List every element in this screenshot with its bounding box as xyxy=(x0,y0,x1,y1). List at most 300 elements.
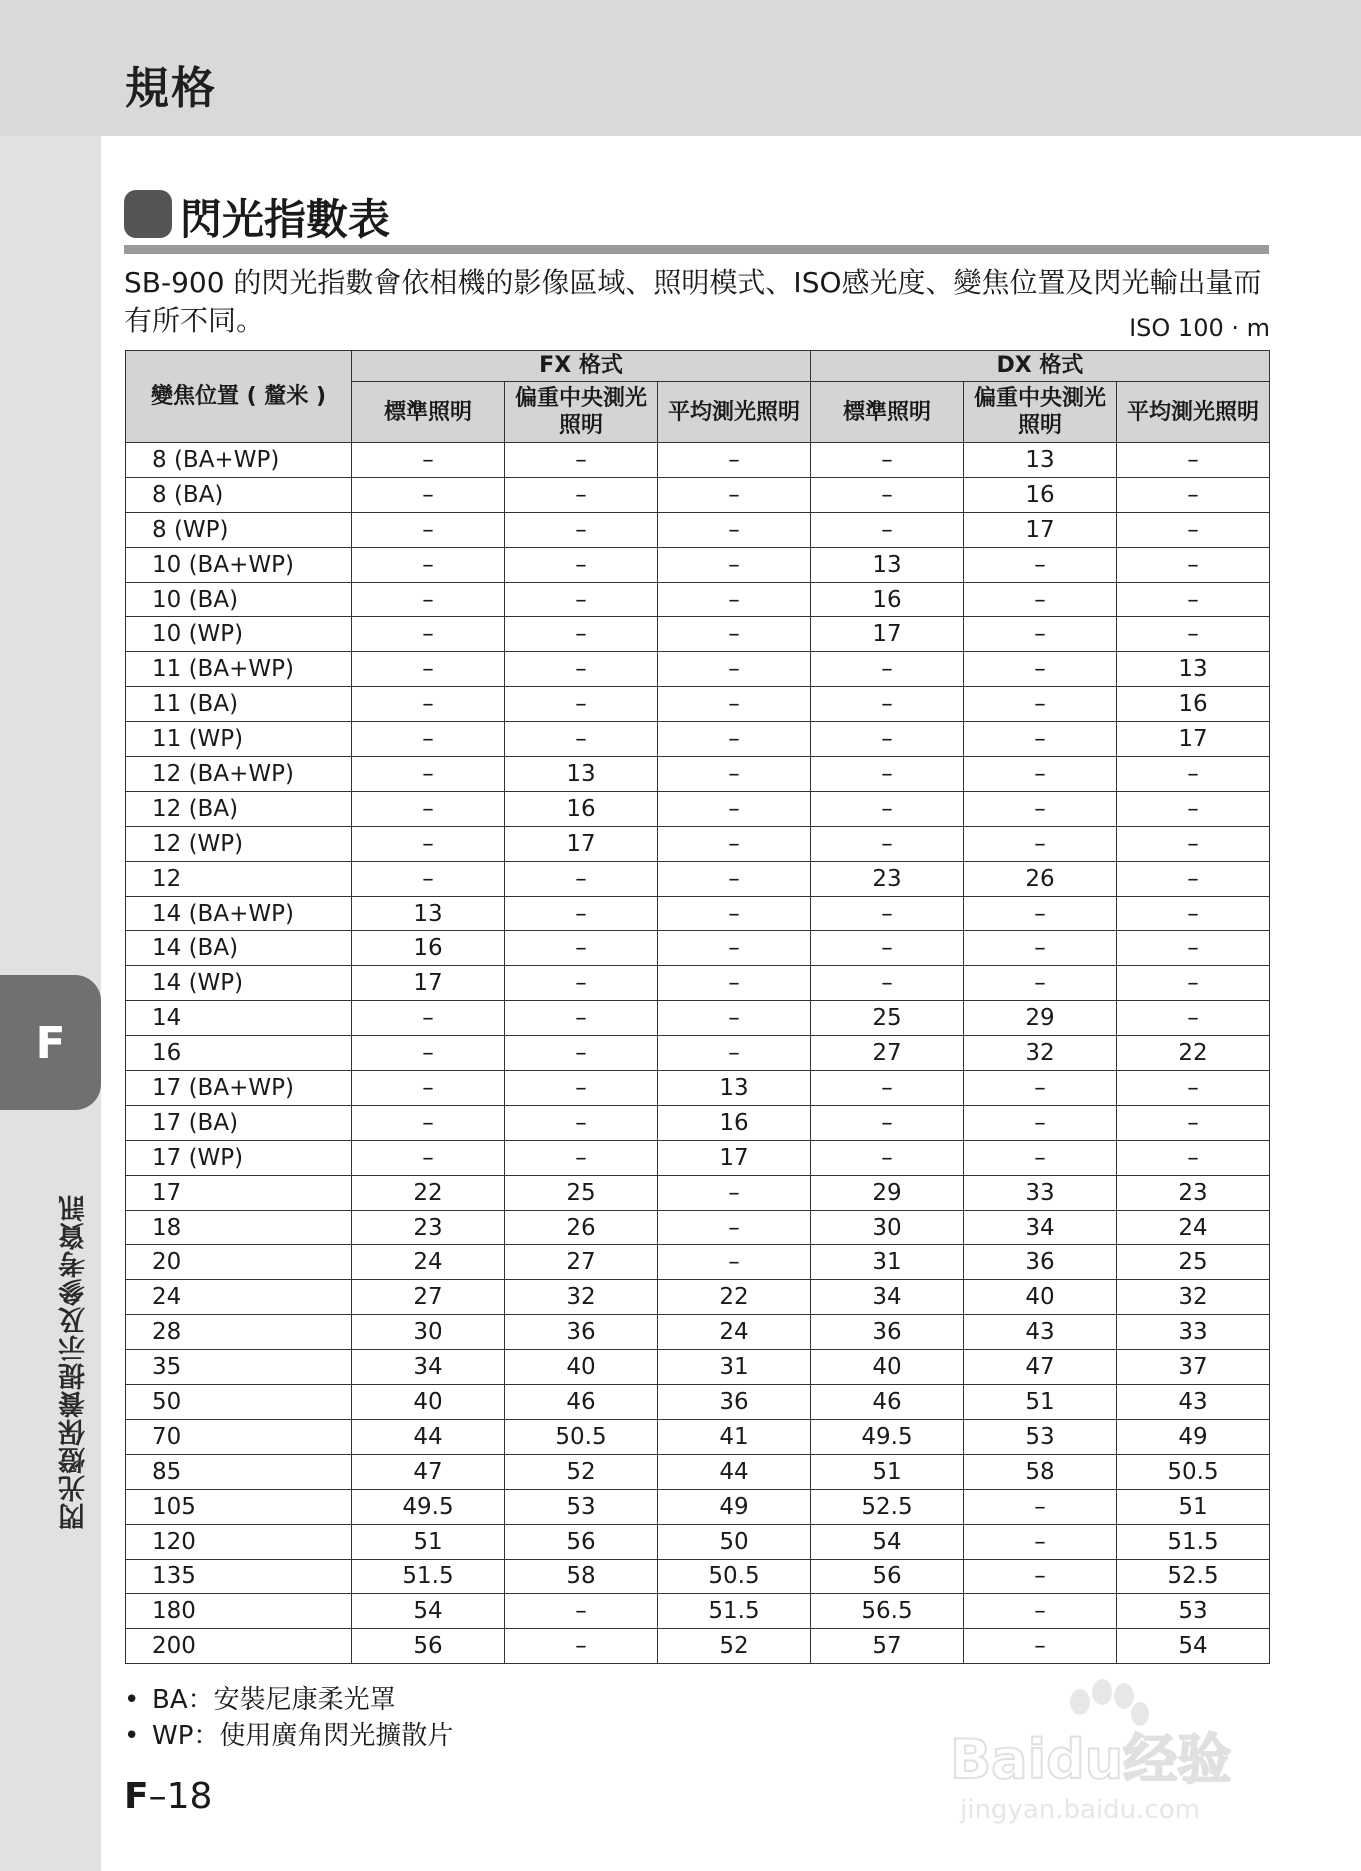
table-row xyxy=(126,896,1270,931)
table-row xyxy=(126,1629,1270,1664)
guide-number-cell: – xyxy=(964,966,1117,1001)
fx-format-header: FX 格式 xyxy=(352,351,811,382)
guide-number-cell: 41 xyxy=(658,1419,811,1454)
guide-number-cell: – xyxy=(1117,547,1270,582)
guide-number-cell: 44 xyxy=(658,1454,811,1489)
guide-number-cell: 50 xyxy=(658,1524,811,1559)
table-row xyxy=(126,1419,1270,1454)
guide-number-cell: – xyxy=(811,757,964,792)
zoom-cell: 8 (BA+WP) xyxy=(126,443,352,478)
fx-standard-header: 標準照明 xyxy=(352,382,505,443)
guide-number-cell: 17 xyxy=(658,1140,811,1175)
guide-number-cell: – xyxy=(352,443,505,478)
guide-number-cell: – xyxy=(658,931,811,966)
zoom-cell: 10 (WP) xyxy=(126,617,352,652)
table-row xyxy=(126,617,1270,652)
guide-number-cell: 16 xyxy=(352,931,505,966)
guide-number-cell: 47 xyxy=(352,1454,505,1489)
bullet-icon: • xyxy=(124,1685,140,1715)
guide-number-cell: – xyxy=(811,477,964,512)
table-row xyxy=(126,1071,1270,1106)
guide-number-cell: – xyxy=(658,722,811,757)
guide-number-cell: 51.5 xyxy=(658,1594,811,1629)
guide-number-cell: 22 xyxy=(658,1280,811,1315)
zoom-cell: 35 xyxy=(126,1350,352,1385)
guide-number-cell: – xyxy=(505,1105,658,1140)
guide-number-cell: – xyxy=(505,722,658,757)
guide-number-cell: 52 xyxy=(505,1454,658,1489)
zoom-cell: 12 (WP) xyxy=(126,826,352,861)
guide-number-cell: – xyxy=(505,1594,658,1629)
guide-number-cell: – xyxy=(505,1071,658,1106)
guide-number-cell: 40 xyxy=(811,1350,964,1385)
guide-number-cell: – xyxy=(505,477,658,512)
guide-number-cell: 27 xyxy=(505,1245,658,1280)
guide-number-cell: 54 xyxy=(1117,1629,1270,1664)
table-row xyxy=(126,652,1270,687)
guide-number-cell: 52 xyxy=(658,1629,811,1664)
guide-number-cell: – xyxy=(964,1629,1117,1664)
table-row xyxy=(126,547,1270,582)
table-row xyxy=(126,1350,1270,1385)
guide-number-cell: 46 xyxy=(811,1385,964,1420)
table-row xyxy=(126,1175,1270,1210)
table-row xyxy=(126,1524,1270,1559)
guide-number-cell: 13 xyxy=(1117,652,1270,687)
guide-number-cell: 13 xyxy=(811,547,964,582)
guide-number-cell: – xyxy=(811,687,964,722)
guide-number-cell: 53 xyxy=(505,1489,658,1524)
footnote-ba: BA：安裝尼康柔光罩 xyxy=(152,1685,396,1715)
table-row xyxy=(126,1245,1270,1280)
guide-number-cell: 24 xyxy=(1117,1210,1270,1245)
guide-number-cell: – xyxy=(505,617,658,652)
guide-number-cell: – xyxy=(964,582,1117,617)
guide-number-cell: – xyxy=(1117,582,1270,617)
footnote-item xyxy=(124,1682,453,1718)
guide-number-cell: – xyxy=(352,1105,505,1140)
guide-number-cell: – xyxy=(964,1524,1117,1559)
guide-number-cell: – xyxy=(811,826,964,861)
guide-number-cell: 34 xyxy=(811,1280,964,1315)
guide-number-cell: – xyxy=(505,443,658,478)
guide-number-cell: – xyxy=(658,1245,811,1280)
zoom-cell: 17 (WP) xyxy=(126,1140,352,1175)
guide-number-cell: – xyxy=(1117,512,1270,547)
guide-number-cell: 34 xyxy=(964,1210,1117,1245)
guide-number-cell: – xyxy=(1117,861,1270,896)
guide-number-cell: – xyxy=(658,1001,811,1036)
page-number-value: –18 xyxy=(148,1776,213,1817)
table-row xyxy=(126,1210,1270,1245)
guide-number-cell: 33 xyxy=(1117,1315,1270,1350)
guide-number-cell: – xyxy=(964,1105,1117,1140)
guide-number-cell: 54 xyxy=(811,1524,964,1559)
guide-number-cell: 36 xyxy=(964,1245,1117,1280)
guide-number-cell: – xyxy=(658,512,811,547)
zoom-cell: 17 (BA) xyxy=(126,1105,352,1140)
guide-number-cell: 58 xyxy=(964,1454,1117,1489)
guide-number-cell: 13 xyxy=(658,1071,811,1106)
fx-center-weighted-header: 偏重中央測光照明 xyxy=(505,382,658,443)
guide-number-cell: 40 xyxy=(352,1385,505,1420)
guide-number-cell: – xyxy=(658,547,811,582)
guide-number-cell: 47 xyxy=(964,1350,1117,1385)
guide-number-cell: 50.5 xyxy=(1117,1454,1270,1489)
guide-number-cell: 51 xyxy=(811,1454,964,1489)
zoom-cell: 120 xyxy=(126,1524,352,1559)
table-row xyxy=(126,966,1270,1001)
guide-number-cell: 51 xyxy=(352,1524,505,1559)
guide-number-cell: 16 xyxy=(964,477,1117,512)
guide-number-cell: – xyxy=(1117,791,1270,826)
guide-number-cell: – xyxy=(658,1210,811,1245)
guide-number-cell: – xyxy=(505,582,658,617)
guide-number-cell: – xyxy=(811,931,964,966)
guide-number-cell: – xyxy=(352,582,505,617)
guide-number-cell: – xyxy=(1117,1140,1270,1175)
guide-number-cell: 44 xyxy=(352,1419,505,1454)
guide-number-cell: 24 xyxy=(352,1245,505,1280)
guide-number-cell: – xyxy=(964,687,1117,722)
guide-number-cell: 22 xyxy=(352,1175,505,1210)
zoom-cell: 85 xyxy=(126,1454,352,1489)
guide-number-cell: – xyxy=(1117,931,1270,966)
guide-number-cell: 56 xyxy=(352,1629,505,1664)
zoom-cell: 18 xyxy=(126,1210,352,1245)
table-row xyxy=(126,931,1270,966)
guide-number-cell: – xyxy=(811,1105,964,1140)
guide-number-cell: 17 xyxy=(352,966,505,1001)
guide-number-cell: 33 xyxy=(964,1175,1117,1210)
zoom-cell: 28 xyxy=(126,1315,352,1350)
zoom-cell: 10 (BA) xyxy=(126,582,352,617)
table-row xyxy=(126,687,1270,722)
guide-number-cell: 30 xyxy=(811,1210,964,1245)
guide-number-cell: 26 xyxy=(964,861,1117,896)
guide-number-cell: – xyxy=(964,1071,1117,1106)
guide-number-cell: 16 xyxy=(658,1105,811,1140)
section-bullet-icon xyxy=(124,190,172,238)
table-row xyxy=(126,1140,1270,1175)
zoom-cell: 17 xyxy=(126,1175,352,1210)
guide-number-cell: – xyxy=(1117,826,1270,861)
guide-number-cell: 23 xyxy=(352,1210,505,1245)
guide-number-cell: 43 xyxy=(1117,1385,1270,1420)
table-row xyxy=(126,861,1270,896)
guide-number-cell: 24 xyxy=(658,1315,811,1350)
guide-number-cell: 23 xyxy=(811,861,964,896)
guide-number-cell: – xyxy=(1117,477,1270,512)
guide-number-cell: 49 xyxy=(658,1489,811,1524)
guide-number-cell: – xyxy=(658,477,811,512)
guide-number-cell: 36 xyxy=(505,1315,658,1350)
guide-number-cell: – xyxy=(658,791,811,826)
guide-number-cell: – xyxy=(658,861,811,896)
dx-format-header: DX 格式 xyxy=(811,351,1270,382)
unit-note: ISO 100 · m xyxy=(1129,314,1270,342)
guide-number-cell: 16 xyxy=(505,791,658,826)
dx-even-header: 平均測光照明 xyxy=(1117,382,1270,443)
guide-number-cell: – xyxy=(352,617,505,652)
zoom-cell: 105 xyxy=(126,1489,352,1524)
zoom-cell: 16 xyxy=(126,1036,352,1071)
guide-number-cell: – xyxy=(1117,443,1270,478)
guide-number-cell: – xyxy=(811,1071,964,1106)
guide-number-cell: – xyxy=(658,1175,811,1210)
guide-number-cell: – xyxy=(352,1001,505,1036)
guide-number-cell: – xyxy=(658,757,811,792)
table-row xyxy=(126,1385,1270,1420)
guide-number-cell: – xyxy=(964,1559,1117,1594)
guide-number-cell: – xyxy=(352,757,505,792)
page-number xyxy=(124,1776,212,1817)
page-title: 規格 xyxy=(125,63,217,114)
zoom-cell: 135 xyxy=(126,1559,352,1594)
dx-center-weighted-header: 偏重中央測光照明 xyxy=(964,382,1117,443)
guide-number-cell: 54 xyxy=(352,1594,505,1629)
table-row xyxy=(126,1105,1270,1140)
guide-number-cell: 16 xyxy=(811,582,964,617)
zoom-cell: 11 (WP) xyxy=(126,722,352,757)
guide-number-cell: 27 xyxy=(811,1036,964,1071)
table-row xyxy=(126,1594,1270,1629)
guide-number-cell: – xyxy=(505,1036,658,1071)
page-letter: F xyxy=(124,1776,149,1817)
guide-number-cell: – xyxy=(1117,1071,1270,1106)
guide-number-cell: 17 xyxy=(811,617,964,652)
guide-number-cell: – xyxy=(1117,896,1270,931)
table-row xyxy=(126,826,1270,861)
table-row xyxy=(126,1036,1270,1071)
guide-number-cell: – xyxy=(811,443,964,478)
guide-number-cell: – xyxy=(964,931,1117,966)
guide-number-cell: – xyxy=(658,896,811,931)
guide-number-cell: – xyxy=(505,1629,658,1664)
guide-number-cell: 51.5 xyxy=(1117,1524,1270,1559)
guide-number-cell: 49 xyxy=(1117,1419,1270,1454)
watermark-brand: Baidu经验 xyxy=(950,1728,1232,1791)
guide-number-cell: 43 xyxy=(964,1315,1117,1350)
zoom-cell: 10 (BA+WP) xyxy=(126,547,352,582)
table-row xyxy=(126,582,1270,617)
guide-number-cell: 40 xyxy=(505,1350,658,1385)
guide-number-cell: – xyxy=(505,652,658,687)
zoom-cell: 8 (BA) xyxy=(126,477,352,512)
zoom-cell: 11 (BA+WP) xyxy=(126,652,352,687)
guide-number-table-body xyxy=(126,443,1270,1664)
watermark-url: jingyan.baidu.com xyxy=(960,1795,1200,1825)
zoom-cell: 70 xyxy=(126,1419,352,1454)
guide-number-cell: 17 xyxy=(964,512,1117,547)
guide-number-cell: – xyxy=(1117,966,1270,1001)
guide-number-cell: 34 xyxy=(352,1350,505,1385)
guide-number-cell: – xyxy=(352,791,505,826)
zoom-cell: 200 xyxy=(126,1629,352,1664)
guide-number-cell: 53 xyxy=(964,1419,1117,1454)
fx-even-header: 平均測光照明 xyxy=(658,382,811,443)
guide-number-cell: – xyxy=(505,931,658,966)
zoom-cell: 8 (WP) xyxy=(126,512,352,547)
chapter-tab-letter: F xyxy=(35,1018,66,1069)
guide-number-cell: 46 xyxy=(505,1385,658,1420)
guide-number-cell: 25 xyxy=(1117,1245,1270,1280)
guide-number-cell: – xyxy=(352,1036,505,1071)
guide-number-cell: – xyxy=(811,512,964,547)
guide-number-cell: 37 xyxy=(1117,1350,1270,1385)
zoom-cell: 14 (BA) xyxy=(126,931,352,966)
guide-number-cell: 56.5 xyxy=(811,1594,964,1629)
guide-number-cell: 49.5 xyxy=(811,1419,964,1454)
table-row xyxy=(126,1454,1270,1489)
zoom-cell: 24 xyxy=(126,1280,352,1315)
guide-number-cell: 16 xyxy=(1117,687,1270,722)
guide-number-cell: 40 xyxy=(964,1280,1117,1315)
guide-number-cell: – xyxy=(352,1140,505,1175)
guide-number-cell: 17 xyxy=(1117,722,1270,757)
guide-number-cell: – xyxy=(352,512,505,547)
guide-number-cell: – xyxy=(964,617,1117,652)
bullet-icon: • xyxy=(124,1721,140,1751)
zoom-cell: 12 xyxy=(126,861,352,896)
zoom-cell: 12 (BA+WP) xyxy=(126,757,352,792)
guide-number-cell: – xyxy=(658,1036,811,1071)
footnote-wp: WP：使用廣角閃光擴散片 xyxy=(152,1721,454,1751)
guide-number-cell: – xyxy=(964,1489,1117,1524)
guide-number-cell: – xyxy=(352,1071,505,1106)
guide-number-cell: – xyxy=(811,652,964,687)
zoom-cell: 50 xyxy=(126,1385,352,1420)
table-row xyxy=(126,1559,1270,1594)
zoom-cell: 14 (BA+WP) xyxy=(126,896,352,931)
zoom-cell: 12 (BA) xyxy=(126,791,352,826)
guide-number-cell: – xyxy=(505,687,658,722)
guide-number-cell: 27 xyxy=(352,1280,505,1315)
guide-number-cell: 53 xyxy=(1117,1594,1270,1629)
guide-number-cell: 13 xyxy=(352,896,505,931)
guide-number-cell: – xyxy=(964,791,1117,826)
table-row xyxy=(126,791,1270,826)
table-row xyxy=(126,757,1270,792)
guide-number-cell: 17 xyxy=(505,826,658,861)
guide-number-cell: 50.5 xyxy=(658,1559,811,1594)
guide-number-cell: 52.5 xyxy=(811,1489,964,1524)
guide-number-cell: – xyxy=(811,966,964,1001)
guide-number-cell: 32 xyxy=(505,1280,658,1315)
table-row xyxy=(126,1489,1270,1524)
guide-number-cell: – xyxy=(964,757,1117,792)
guide-number-cell: 36 xyxy=(658,1385,811,1420)
guide-number-cell: 50.5 xyxy=(505,1419,658,1454)
guide-number-cell: 51 xyxy=(964,1385,1117,1420)
guide-number-cell: – xyxy=(505,896,658,931)
guide-number-cell: 31 xyxy=(811,1245,964,1280)
guide-number-cell: 52.5 xyxy=(1117,1559,1270,1594)
guide-number-cell: – xyxy=(505,512,658,547)
baidu-watermark xyxy=(940,1660,1290,1830)
zoom-cell: 180 xyxy=(126,1594,352,1629)
table-row xyxy=(126,477,1270,512)
zoom-cell: 17 (BA+WP) xyxy=(126,1071,352,1106)
guide-number-cell: – xyxy=(352,826,505,861)
guide-number-cell: – xyxy=(1117,1105,1270,1140)
guide-number-cell: – xyxy=(658,687,811,722)
guide-number-cell: – xyxy=(811,722,964,757)
guide-number-cell: – xyxy=(964,1140,1117,1175)
zoom-header: 變焦位置 ( 釐米 ) xyxy=(126,351,352,443)
section-divider xyxy=(124,245,1269,254)
zoom-cell: 14 xyxy=(126,1001,352,1036)
guide-number-cell: – xyxy=(352,652,505,687)
table-row xyxy=(126,722,1270,757)
guide-number-cell: – xyxy=(964,722,1117,757)
guide-number-cell: – xyxy=(811,896,964,931)
guide-number-cell: – xyxy=(505,547,658,582)
guide-number-cell: – xyxy=(811,1140,964,1175)
guide-number-cell: – xyxy=(1117,757,1270,792)
table-row xyxy=(126,512,1270,547)
guide-number-cell: 25 xyxy=(505,1175,658,1210)
section-heading: 閃光指數表 xyxy=(180,195,391,244)
guide-number-cell: 29 xyxy=(964,1001,1117,1036)
guide-number-cell: – xyxy=(658,966,811,1001)
guide-number-cell: – xyxy=(658,652,811,687)
guide-number-table xyxy=(125,350,1270,1664)
guide-number-cell: 22 xyxy=(1117,1036,1270,1071)
guide-number-cell: – xyxy=(811,791,964,826)
guide-number-cell: – xyxy=(658,617,811,652)
guide-number-cell: – xyxy=(505,861,658,896)
guide-number-cell: 31 xyxy=(658,1350,811,1385)
guide-number-cell: – xyxy=(658,582,811,617)
guide-number-cell: – xyxy=(964,1594,1117,1629)
guide-number-cell: 25 xyxy=(811,1001,964,1036)
guide-number-cell: 51.5 xyxy=(352,1559,505,1594)
footnote-item xyxy=(124,1718,453,1754)
guide-number-cell: 56 xyxy=(505,1524,658,1559)
guide-number-cell: – xyxy=(352,477,505,512)
zoom-cell: 11 (BA) xyxy=(126,687,352,722)
table-row xyxy=(126,1001,1270,1036)
guide-number-cell: 32 xyxy=(964,1036,1117,1071)
guide-number-cell: 49.5 xyxy=(352,1489,505,1524)
guide-number-cell: – xyxy=(964,826,1117,861)
chapter-vertical-label: 閃光燈保養提示及參考資訊 xyxy=(59,1194,90,1530)
guide-number-cell: – xyxy=(352,687,505,722)
dx-standard-header: 標準照明 xyxy=(811,382,964,443)
table-row xyxy=(126,1315,1270,1350)
guide-number-cell: – xyxy=(352,547,505,582)
footnotes xyxy=(124,1682,453,1754)
zoom-cell: 20 xyxy=(126,1245,352,1280)
guide-number-cell: 57 xyxy=(811,1629,964,1664)
guide-number-cell: – xyxy=(505,1140,658,1175)
guide-number-cell: – xyxy=(658,826,811,861)
guide-number-cell: – xyxy=(1117,617,1270,652)
guide-number-cell: – xyxy=(505,966,658,1001)
zoom-cell: 14 (WP) xyxy=(126,966,352,1001)
guide-number-cell: 13 xyxy=(964,443,1117,478)
guide-number-cell: – xyxy=(964,652,1117,687)
guide-number-cell: 51 xyxy=(1117,1489,1270,1524)
guide-number-cell: – xyxy=(964,896,1117,931)
guide-number-cell: 56 xyxy=(811,1559,964,1594)
guide-number-cell: 26 xyxy=(505,1210,658,1245)
guide-number-cell: – xyxy=(1117,1001,1270,1036)
guide-number-cell: 23 xyxy=(1117,1175,1270,1210)
guide-number-cell: 36 xyxy=(811,1315,964,1350)
guide-number-cell: – xyxy=(352,861,505,896)
